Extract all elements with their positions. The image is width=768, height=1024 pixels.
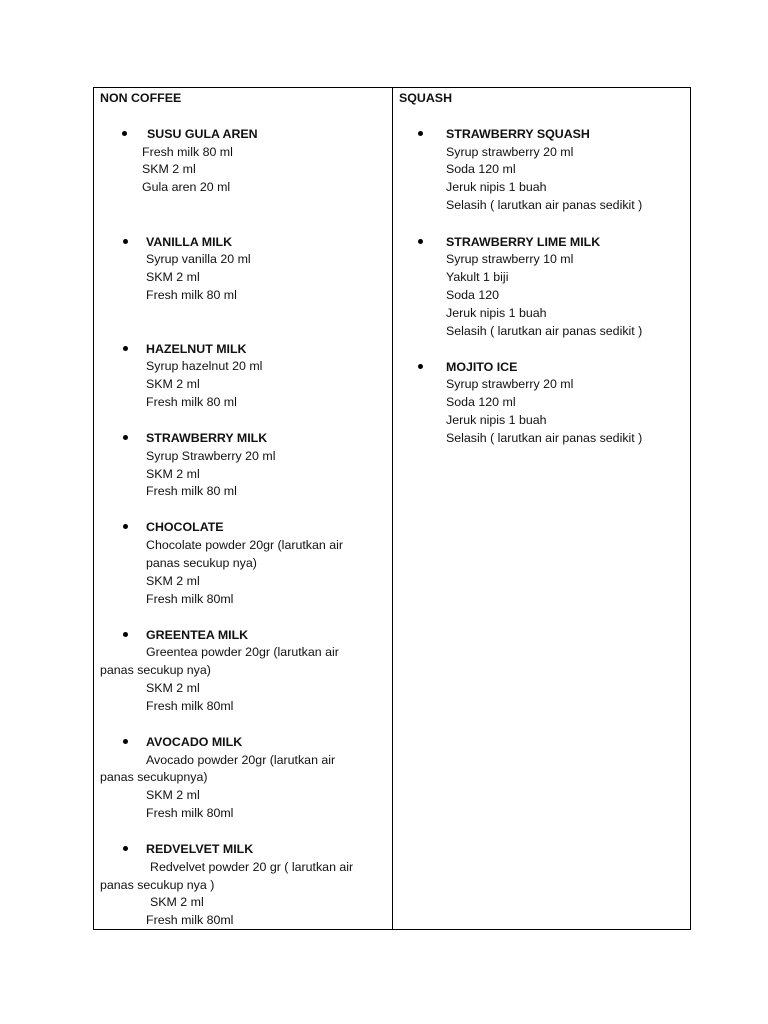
recipe-title: STRAWBERRY LIME MILK xyxy=(446,235,601,249)
bullet-icon xyxy=(418,364,423,369)
bullet-icon xyxy=(123,632,128,637)
recipe-line: panas secukup nya) xyxy=(100,663,211,677)
bullet-icon xyxy=(123,524,128,529)
recipe-line: Fresh milk 80ml xyxy=(146,806,234,820)
recipe-line: Selasih ( larutkan air panas sedikit ) xyxy=(446,431,643,445)
recipe-line: SKM 2 ml xyxy=(146,467,200,481)
non-coffee-header: NON COFFEE xyxy=(100,91,182,105)
recipe-title: STRAWBERRY MILK xyxy=(146,431,268,445)
recipe-line: Syrup Strawberry 20 ml xyxy=(146,449,276,463)
bullet-icon xyxy=(418,131,423,136)
recipe-line: SKM 2 ml xyxy=(146,681,200,695)
bullet-icon xyxy=(123,435,128,440)
recipe-line: Selasih ( larutkan air panas sedikit ) xyxy=(446,198,643,212)
recipe-line: Redvelvet powder 20 gr ( larutkan air xyxy=(150,860,354,874)
recipe-line: Fresh milk 80 ml xyxy=(146,288,237,302)
recipe-line: Fresh milk 80 ml xyxy=(146,484,237,498)
recipe-line: SKM 2 ml xyxy=(142,162,196,176)
recipe-line: SKM 2 ml xyxy=(146,377,200,391)
recipe-line: Fresh milk 80 ml xyxy=(142,145,233,159)
recipe-line: Fresh milk 80 ml xyxy=(146,395,237,409)
recipe-line: SKM 2 ml xyxy=(146,574,200,588)
bullet-icon xyxy=(123,846,128,851)
recipe-title: SUSU GULA AREN xyxy=(147,127,258,141)
recipe-line: Avocado powder 20gr (larutkan air xyxy=(146,753,336,767)
recipe-line: Chocolate powder 20gr (larutkan air xyxy=(146,538,343,552)
recipe-line: Greentea powder 20gr (larutkan air xyxy=(146,645,339,659)
recipe-table xyxy=(93,87,691,930)
recipe-title: GREENTEA MILK xyxy=(146,628,249,642)
recipe-line: Syrup strawberry 20 ml xyxy=(446,377,574,391)
recipe-line: Syrup vanilla 20 ml xyxy=(146,252,251,266)
bullet-icon xyxy=(123,239,128,244)
recipe-title: VANILLA MILK xyxy=(146,235,233,249)
recipe-line: Yakult 1 biji xyxy=(446,270,509,284)
recipe-line: panas secukupnya) xyxy=(100,770,208,784)
recipe-line: SKM 2 ml xyxy=(150,895,204,909)
squash-header: SQUASH xyxy=(399,91,453,105)
bullet-icon xyxy=(123,739,128,744)
bullet-icon xyxy=(418,239,423,244)
recipe-line: Jeruk nipis 1 buah xyxy=(446,413,547,427)
recipe-title: AVOCADO MILK xyxy=(146,735,243,749)
recipe-line: Selasih ( larutkan air panas sedikit ) xyxy=(446,324,643,338)
recipe-line: Fresh milk 80ml xyxy=(146,699,234,713)
recipe-line: panas secukup nya) xyxy=(146,556,257,570)
recipe-line: Soda 120 ml xyxy=(446,162,516,176)
recipe-line: Jeruk nipis 1 buah xyxy=(446,180,547,194)
bullet-icon xyxy=(122,131,127,136)
recipe-line: Soda 120 ml xyxy=(446,395,516,409)
recipe-line: Gula aren 20 ml xyxy=(142,180,231,194)
recipe-title: CHOCOLATE xyxy=(146,520,224,534)
recipe-line: SKM 2 ml xyxy=(146,788,200,802)
recipe-line: panas secukup nya ) xyxy=(100,878,215,892)
recipe-line: Jeruk nipis 1 buah xyxy=(446,306,547,320)
bullet-icon xyxy=(123,346,128,351)
recipe-title: REDVELVET MILK xyxy=(146,842,254,856)
recipe-title: MOJITO ICE xyxy=(446,360,518,374)
recipe-line: Syrup strawberry 10 ml xyxy=(446,252,574,266)
recipe-line: Fresh milk 80ml xyxy=(146,592,234,606)
recipe-line: Soda 120 xyxy=(446,288,500,302)
recipe-line: Syrup strawberry 20 ml xyxy=(446,145,574,159)
recipe-title: STRAWBERRY SQUASH xyxy=(446,127,590,141)
recipe-title: HAZELNUT MILK xyxy=(146,342,247,356)
column-divider xyxy=(392,88,393,929)
recipe-line: Fresh milk 80ml xyxy=(146,913,234,927)
recipe-line: SKM 2 ml xyxy=(146,270,200,284)
recipe-line: Syrup hazelnut 20 ml xyxy=(146,359,263,373)
